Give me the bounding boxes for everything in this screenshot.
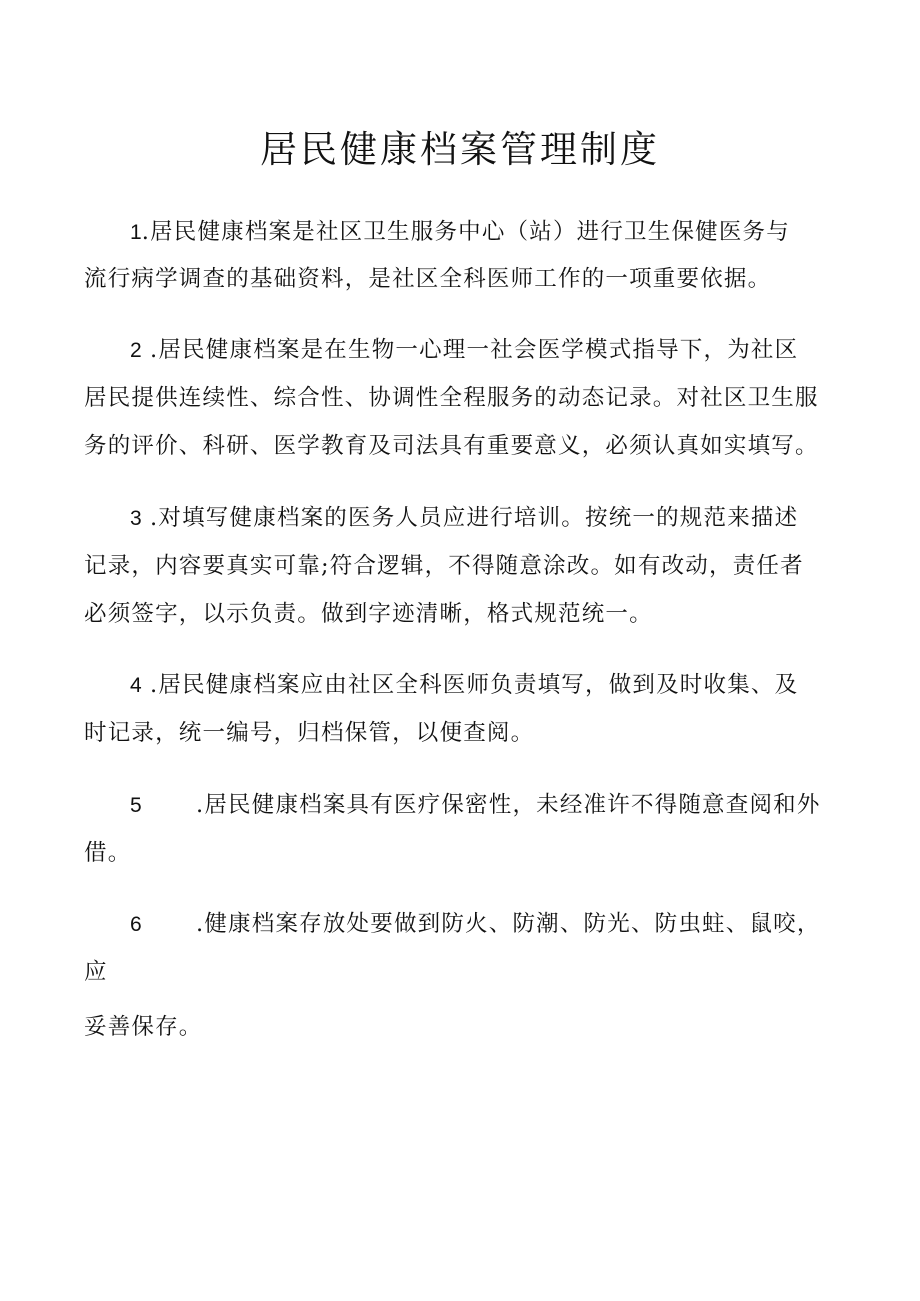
item-3-text-1: .对填写健康档案的医务人员应进行培训。按统一的规范来描述 [141, 505, 799, 531]
item-5-number: 5 [130, 794, 142, 817]
item-4-line-1 [130, 670, 798, 701]
item-2-line-3: 务的评价、科研、医学教育及司法具有重要意义，必须认真如实填写。 [84, 433, 819, 459]
item-3-line-3: 必须签字，以示负责。做到字迹清晰，格式规范统一。 [84, 601, 653, 627]
item-2-number: 2 [130, 339, 142, 362]
item-5-text-1: .居民健康档案具有医疗保密性，未经准许不得随意查阅和外 [196, 792, 821, 818]
item-3-number: 3 [130, 507, 142, 530]
item-4-number: 4 [130, 674, 142, 697]
item-6-number: 6 [130, 913, 142, 936]
item-4-text-1: .居民健康档案应由社区全科医师负责填写，做到及时收集、及 [141, 672, 799, 698]
item-1-line-2: 流行病学调查的基础资料，是社区全科医师工作的一项重要依据。 [84, 266, 772, 292]
item-2-line-2: 居民提供连续性、综合性、协调性全程服务的动态记录。对社区卫生服 [84, 385, 819, 411]
document-title: 居民健康档案管理制度 [260, 128, 660, 171]
item-4-line-2: 时记录，统一编号，归档保管，以便查阅。 [84, 720, 535, 746]
item-6-text-1: .健康档案存放处要做到防火、防潮、防光、防虫蛀、鼠咬， [196, 911, 821, 937]
item-5-line-1 [130, 790, 821, 821]
item-5-line-2: 借。 [84, 840, 132, 866]
item-1-text-1: .居民健康档案是社区卫生服务中心（站）进行卫生保健医务与 [141, 219, 790, 245]
item-2-line-1 [130, 335, 798, 366]
item-6-line-1 [130, 909, 821, 940]
item-1-line-1 [130, 217, 790, 248]
item-3-line-1 [130, 503, 798, 534]
item-3-line-2: 记录，内容要真实可靠;符合逻辑，不得随意涂改。如有改动，责任者 [84, 553, 804, 579]
item-1-number: 1 [130, 221, 142, 244]
item-2-text-1: .居民健康档案是在生物一心理一社会医学模式指导下，为社区 [141, 337, 799, 363]
item-6-line-3: 妥善保存。 [84, 1014, 203, 1040]
item-6-line-2: 应 [84, 959, 108, 985]
